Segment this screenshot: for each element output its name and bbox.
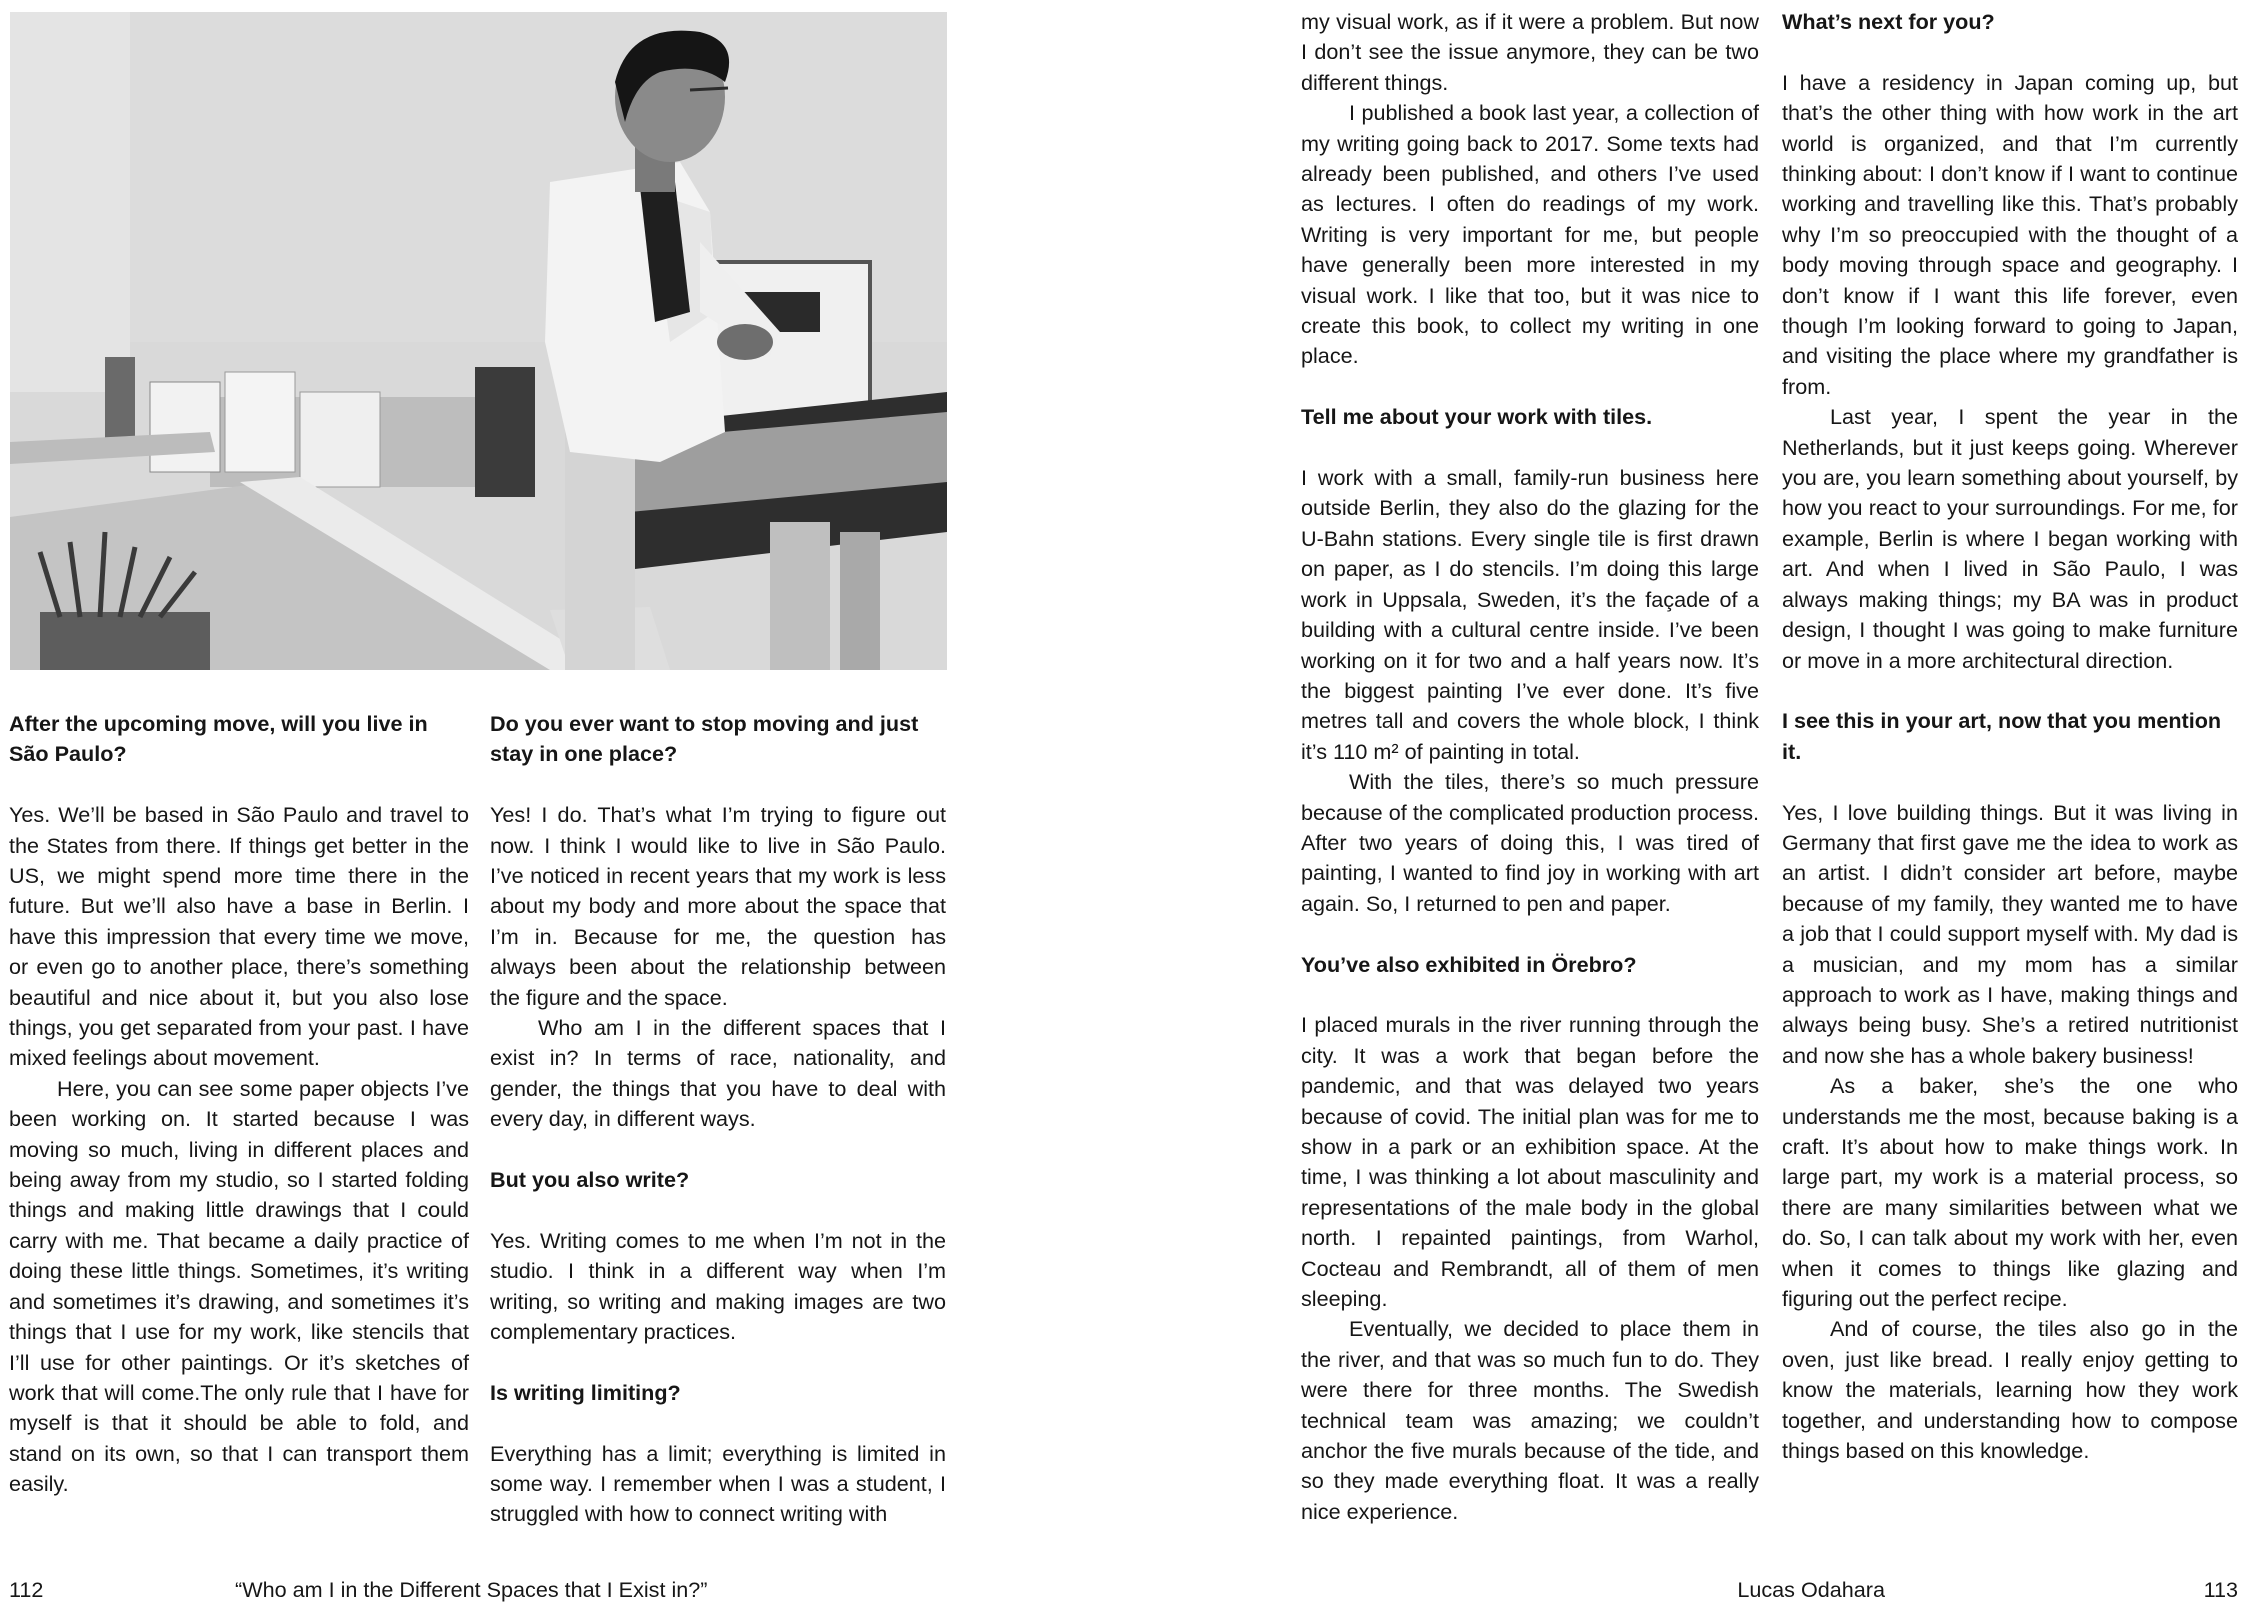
photo-illustration: [10, 12, 947, 670]
answer-paragraph: As a baker, she’s the one who understands me the most, because baking is a craft. It’s about how to make things work. In large part, my work is a material process, so there are many similarities between what we do. So, I can talk about my work with her, even when it comes to things like glazing and figuring out the perfect recipe.: [1782, 1073, 2238, 1312]
interview-question: You’ve also exhibited in Örebro?: [1301, 951, 1637, 977]
answer-paragraph: With the tiles, there’s so much pressure because of the complicated production process. After two years of doing this, I was tired of painting, I wanted to find joy in working with art again. So, I returned to pen and paper.: [1301, 769, 1759, 916]
interview-question: Do you ever want to stop moving and just stay in one place?: [490, 711, 919, 767]
answer-paragraph: Last year, I spent the year in the Netherlands, but it just keeps going. Wherever you are, you learn something about yourself, by how you react to your surroundings. For me, for example, Berlin is where I began working with art. And when I lived in São Paulo, I was always making things; my BA was in product design, I thought I was going to make furniture or move in a more architectural direction.: [1782, 404, 2238, 673]
answer-paragraph: And of course, the tiles also go in the oven, just like bread. I really enjoy getting to know the materials, learning how they work together, and understanding how to compose things based on this knowledge.: [1782, 1316, 2238, 1464]
artist-studio-photo: [10, 12, 947, 670]
answer-paragraph: Yes, I love building things. But it was living in Germany that first gave me the idea to work as an artist. I didn’t consider art before, maybe because of my family, they wanted me to have a job that I could support myself with. My dad is a musician, and my mom has a similar approach to work as I have, making things and always being busy. She’s a retired nutritionist and now she has a whole bakery business!: [1782, 799, 2238, 1068]
text-column-1: [9, 709, 469, 1500]
answer-paragraph: I have a residency in Japan coming up, but that’s the other thing with how work in the art world is organized, and that I’m currently thinking about: I don’t know if I want to continue working and travelling like this. That’s probably why I’m so preoccupied with the thought of a body moving through space and geography. I don’t know if I want this life forever, even though I’m looking forward to going to Japan, and visiting the place where my grandfather is from.: [1782, 69, 2238, 399]
answer-paragraph: Here, you can see some paper objects I’ve been working on. It started because I was moving so much, living in different places and being away from my studio, so I started folding things and making little drawings that I could carry with me. That became a daily practice of doing these little things. Sometimes, it’s writing and sometimes it’s drawing, and sometimes it’s things that I use for my work, like stencils that I’ll use for other paintings. Or it’s sketches of work that will come.The only rule that I have for myself is that it should be able to fold, and stand on its own, so that I can transport them easily.: [9, 1075, 469, 1497]
page-number-right: 113: [2203, 1577, 2238, 1602]
answer-paragraph: Yes. We’ll be based in São Paulo and travel to the States from there. If things get better in the US, we might spend more time there in the future. But we’ll also have a base in Berlin. I have this impression that every time we move, or even go to another place, there’s something beautiful and nice about it, but you also lose things, you get separated from your past. I have mixed feelings about movement.: [9, 802, 469, 1071]
interview-question: I see this in your art, now that you mention it.: [1782, 708, 2222, 764]
answer-paragraph: I work with a small, family-run business here outside Berlin, they also do the glazing for the U-Bahn stations. Every single tile is first drawn on paper, as I do stencils. I’m doing this large work in Uppsala, Sweden, it’s the façade of a building with a cultural centre inside. I’ve been working on it for two and a half years now. It’s the biggest painting I’ve ever done. It’s five metres tall and covers the whole block, I think it’s 110 m² of painting in total.: [1301, 465, 1759, 764]
answer-paragraph: Who am I in the different spaces that I exist in? In terms of race, nationality, and gender, the things that you have to deal with every day, in different ways.: [490, 1015, 946, 1132]
text-column-3: [1301, 7, 1759, 1527]
interview-question: Tell me about your work with tiles.: [1301, 404, 1653, 430]
answer-paragraph: Yes. Writing comes to me when I’m not in the studio. I think in a different way when I’m writing, so writing and making images are two complementary practices.: [490, 1227, 946, 1345]
text-column-2: [490, 709, 946, 1530]
interview-question: Is writing limiting?: [490, 1379, 681, 1405]
answer-paragraph: Eventually, we decided to place them in the river, and that was so much fun to do. They were there for three months. The Swedish technical team was amazing; we couldn’t anchor the five murals because of the tide, and so they made everything float. It was a really nice experience.: [1301, 1316, 1759, 1524]
answer-paragraph: I published a book last year, a collection of my writing going back to 2017. Some texts had already been published, and others I’ve used as lectures. I often do readings of my work. Writing is very important for me, but people have generally been more interested in my visual work. I like that too, but it was nice to create this book, to collect my writing in one place.: [1301, 100, 1759, 369]
interview-question: What’s next for you?: [1782, 9, 1995, 34]
answer-paragraph: Everything has a limit; everything is limited in some way. I remember when I was a student, I struggled with how to connect writing with: [490, 1440, 946, 1527]
answer-paragraph: Yes! I do. That’s what I’m trying to figure out now. I think I would like to live in São Paulo. I’ve noticed in recent years that my work is less about my body and more about the space that I’m in. Because for me, the question has always been about the relationship between the figure and the space.: [490, 802, 946, 1010]
running-title: “Who am I in the Different Spaces that I Exist in?”: [235, 1577, 708, 1602]
running-artist-name: Lucas Odahara: [1737, 1577, 1885, 1602]
text-column-4: [1782, 7, 2238, 1466]
page-number-left: 112: [9, 1577, 44, 1602]
interview-question: But you also write?: [490, 1167, 690, 1193]
answer-paragraph: my visual work, as if it were a problem. But now I don’t see the issue anymore, they can be two different things.: [1301, 9, 1759, 95]
answer-paragraph: I placed murals in the river running through the city. It was a work that began before the pandemic, and that was delayed two years because of covid. The initial plan was for me to show in a park or an exhibition space. At the time, I was thinking a lot about masculinity and representations of the male body in the global north. I repainted paintings, from Warhol, Cocteau and Rembrandt, all of them of men sleeping.: [1301, 1012, 1759, 1311]
interview-question: After the upcoming move, will you live in São Paulo?: [9, 711, 428, 767]
